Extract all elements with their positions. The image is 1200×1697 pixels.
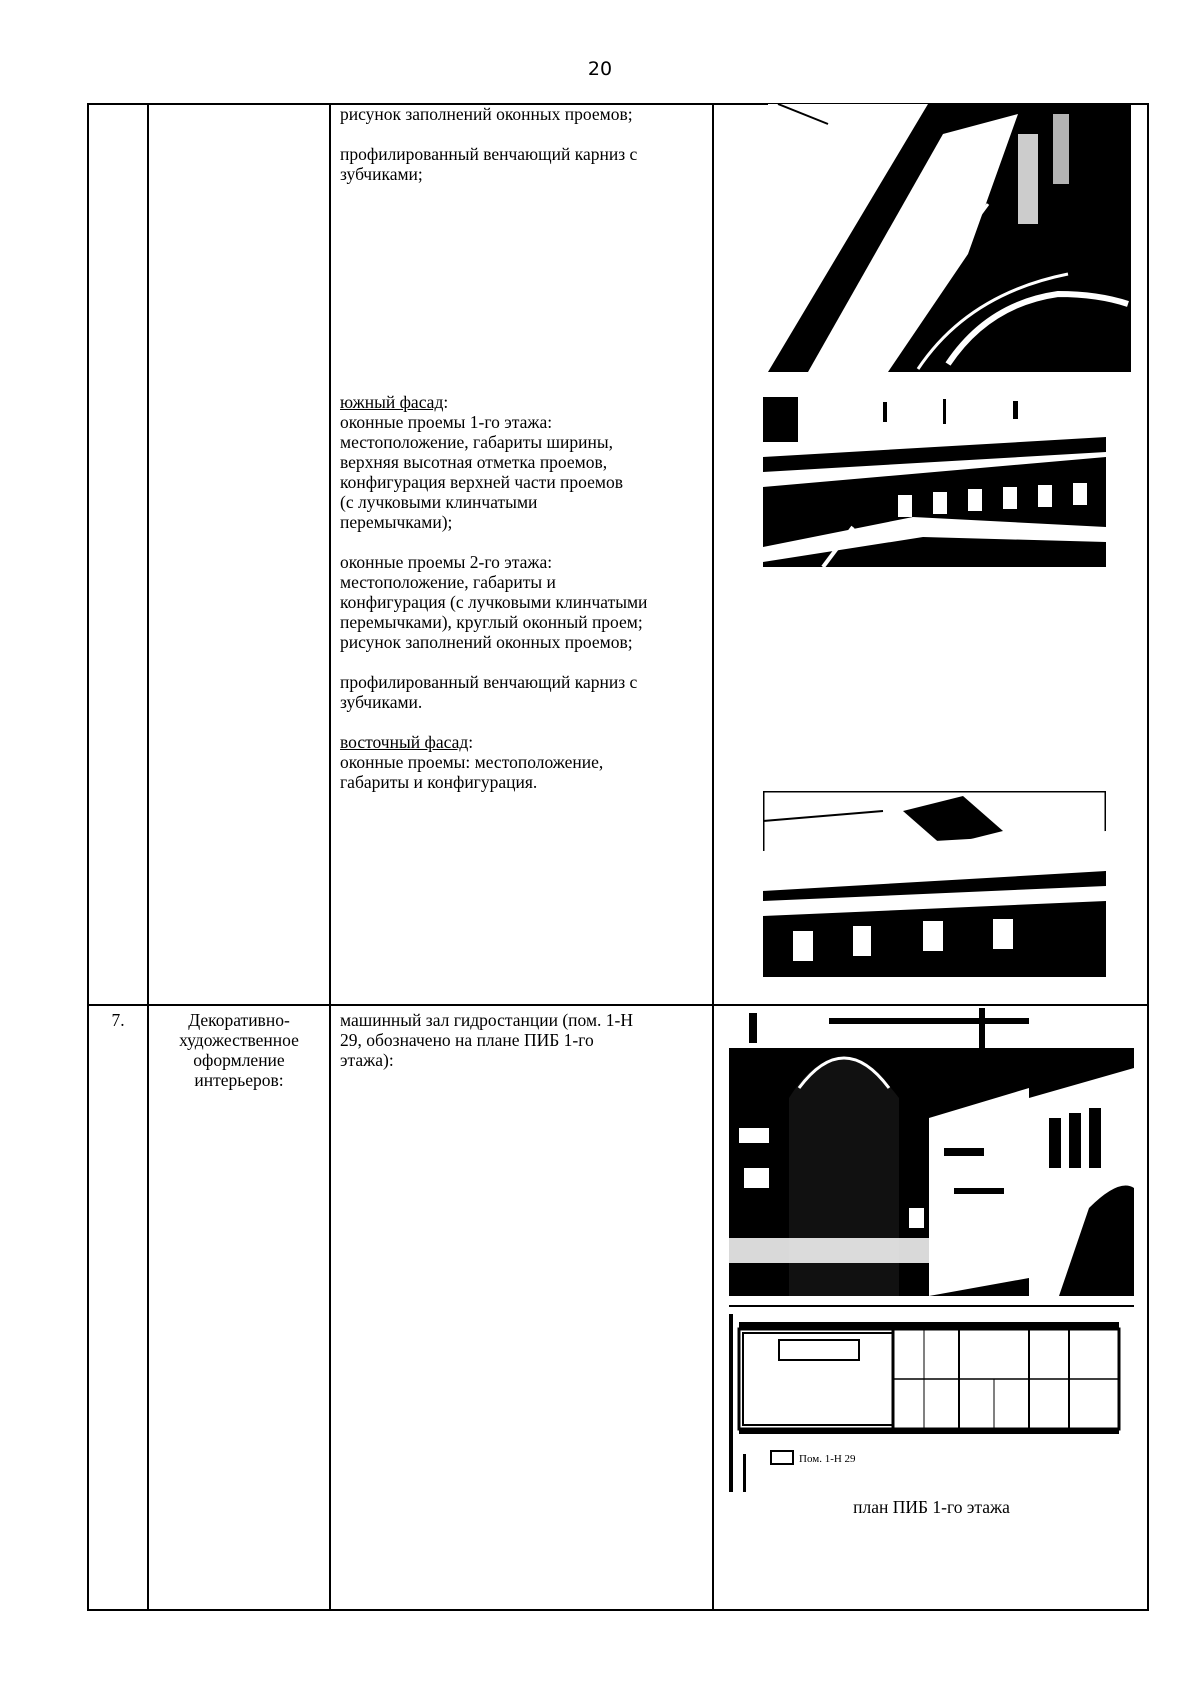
text-line: машинный зал гидростанции (пом. 1-Н: [340, 1010, 633, 1030]
text-line: конфигурация (с лучковыми клинчатыми: [340, 592, 648, 612]
text-line: рисунок заполнений оконных проемов;: [340, 632, 633, 652]
text-line: оформление: [193, 1050, 285, 1070]
paragraph: рисунок заполнений оконных проемов;: [340, 104, 633, 124]
continuation-text-top: [340, 104, 705, 184]
text-line: этажа):: [340, 1050, 394, 1070]
table-border-bottom: [87, 1609, 1149, 1611]
text-line: верхняя высотная отметка проемов,: [340, 452, 608, 472]
text-line: (с лучковыми клинчатыми: [340, 492, 538, 512]
page-number: 20: [587, 58, 613, 80]
row-number: [89, 1010, 147, 1030]
table-row-divider: [87, 1004, 1149, 1006]
plan-legend: Пом. 1-Н 29: [799, 1453, 856, 1465]
text-line: конфигурация верхней части проемов: [340, 472, 623, 492]
south-facade-heading: южный фасад:: [340, 392, 449, 412]
text-line: габариты и конфигурация.: [340, 772, 538, 792]
text-line: местоположение, габариты и: [340, 572, 556, 592]
south-facade-photo: [763, 397, 1106, 567]
floor-plan-drawing: [729, 1304, 1134, 1492]
text-line: местоположение, габариты ширины,: [340, 432, 613, 452]
table-column-divider: [147, 103, 149, 1611]
table-column-divider: [329, 103, 331, 1611]
text-line: оконные проемы 1-го этажа:: [340, 412, 553, 432]
plan-caption: план ПИБ 1-го этажа: [853, 1497, 1010, 1517]
row-description: [340, 1010, 710, 1070]
text-line: 29, обозначено на плане ПИБ 1-го: [340, 1030, 594, 1050]
text-line: оконные проемы: местоположение,: [340, 752, 604, 772]
text-line: художественное: [179, 1030, 299, 1050]
text-line: оконные проемы 2-го этажа:: [340, 552, 553, 572]
text-line: Декоративно-: [188, 1010, 290, 1030]
row-number-text: 7.: [111, 1010, 125, 1030]
text-line: зубчиками.: [340, 692, 423, 712]
row-subject: [149, 1010, 329, 1090]
cornice-photo: [768, 104, 1131, 372]
south-facade-block: [340, 392, 710, 792]
table-border-right: [1147, 103, 1149, 1611]
text-line: профилированный венчающий карниз с: [340, 672, 638, 692]
east-facade-photo: [763, 791, 1106, 977]
table-column-divider: [712, 103, 714, 1611]
text-line: перемычками), круглый оконный проем;: [340, 612, 643, 632]
machine-hall-photo: [729, 1008, 1134, 1296]
paragraph: профилированный венчающий карниз с зубчиками;: [340, 144, 638, 184]
table-border-left: [87, 103, 89, 1611]
east-facade-heading: восточный фасад:: [340, 732, 474, 752]
text-line: перемычками);: [340, 512, 453, 532]
text-line: интерьеров:: [194, 1070, 284, 1090]
